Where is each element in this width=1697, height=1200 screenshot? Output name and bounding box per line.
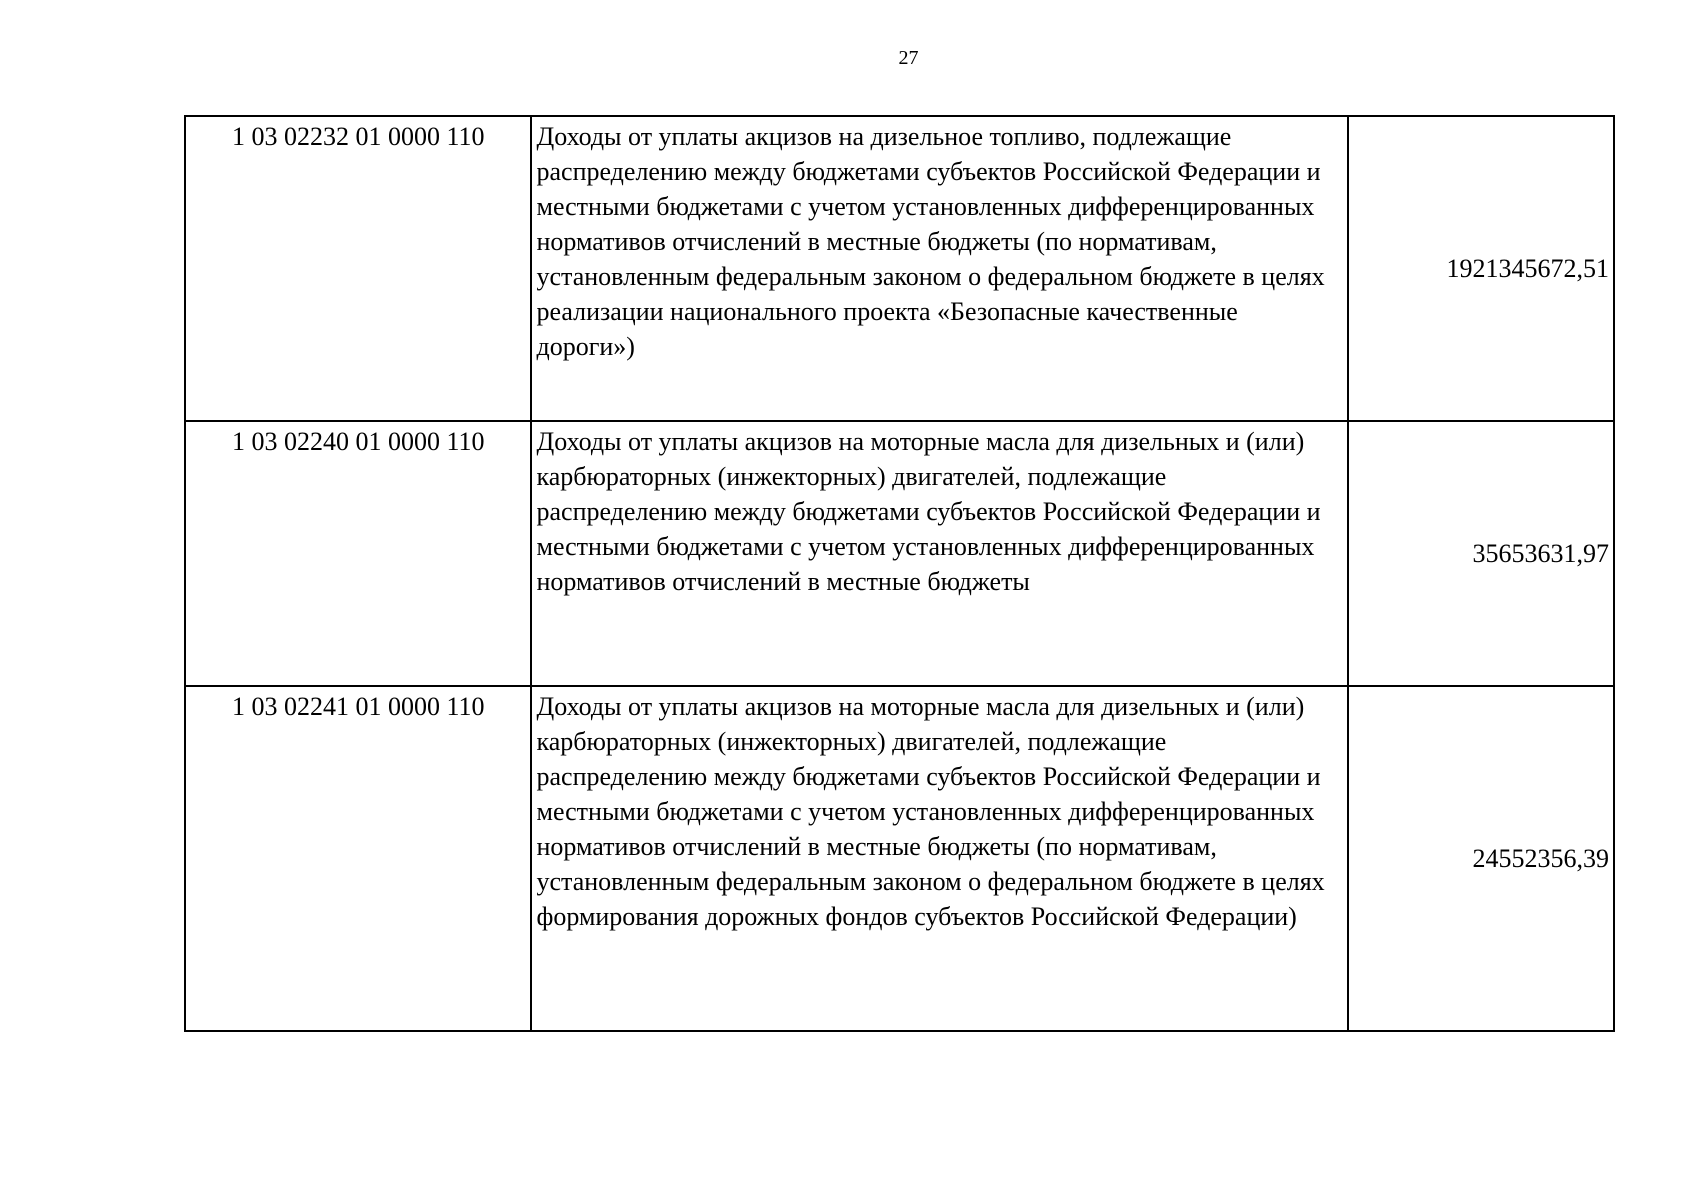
amount-cell: 24552356,39 (1348, 686, 1614, 1031)
budget-code-cell: 1 03 02240 01 0000 110 (185, 421, 531, 686)
table-row (185, 686, 1614, 1031)
table-row (185, 116, 1614, 421)
table-row (185, 421, 1614, 686)
description-cell: Доходы от уплаты акцизов на моторные масла для дизельных и (или) карбюраторных (инжекторных) двигателей, подлежащие распределению между бюджетами субъектов Российской Федерации и местными бюджетами с учетом установленных дифференцированных нормативов отчислений в местные бюджеты (531, 421, 1347, 686)
budget-code-cell: 1 03 02241 01 0000 110 (185, 686, 531, 1031)
description-cell: Доходы от уплаты акцизов на дизельное топливо, подлежащие распределению между бюджетами субъектов Российской Федерации и местными бюджетами с учетом установленных дифференцированных нормативов отчислений в местные бюджеты (по нормативам, установленным федеральным законом о федеральном бюджете в целях реализации национального проекта «Безопасные качественные дороги») (531, 116, 1347, 421)
amount-cell: 35653631,97 (1348, 421, 1614, 686)
page-number: 27 (898, 47, 919, 69)
budget-code-cell: 1 03 02232 01 0000 110 (185, 116, 531, 421)
amount-cell: 1921345672,51 (1348, 116, 1614, 421)
description-cell: Доходы от уплаты акцизов на моторные масла для дизельных и (или) карбюраторных (инжекторных) двигателей, подлежащие распределению между бюджетами субъектов Российской Федерации и местными бюджетами с учетом установленных дифференцированных нормативов отчислений в местные бюджеты (по нормативам, установленным федеральным законом о федеральном бюджете в целях формирования дорожных фондов субъектов Российской Федерации) (531, 686, 1347, 1031)
revenue-table (184, 115, 1615, 1032)
